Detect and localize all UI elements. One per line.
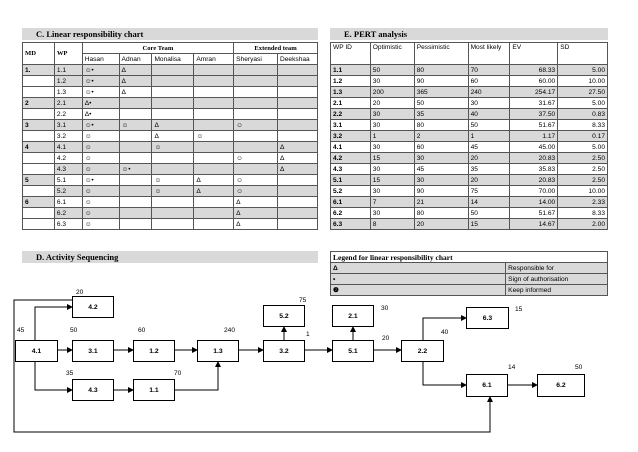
pert-value-cell: 200	[370, 87, 414, 98]
lrc-role-cell: ☺	[119, 120, 152, 131]
legend-title: Legend for linear responsibility chart	[331, 252, 608, 263]
pert-value-cell: 51.67	[510, 120, 558, 131]
pert-header: Optimistic	[370, 43, 414, 65]
duration-6-1: 14	[508, 364, 516, 371]
lrc-md-cell: 6	[23, 197, 55, 208]
pert-value-cell: 37.50	[510, 109, 558, 120]
lrc-role-cell: ☺	[82, 142, 119, 153]
legend-meaning: Responsible for	[506, 263, 608, 274]
lrc-wp-cell: 5.1	[54, 175, 82, 186]
lrc-role-cell: Δ	[119, 76, 152, 87]
pert-value-cell: 50	[414, 98, 468, 109]
duration-2-2: 40	[441, 329, 449, 336]
lrc-role-cell: ☺	[82, 186, 119, 197]
lrc-role-cell: Δ	[234, 208, 278, 219]
header-person: Hasan	[82, 54, 119, 65]
pert-value-cell: 35.83	[510, 164, 558, 175]
lrc-role-cell: ☺	[152, 175, 194, 186]
pert-value-cell: 1.17	[510, 131, 558, 142]
lrc-role-cell: Δ	[119, 87, 152, 98]
pert-value-cell: 30	[370, 109, 414, 120]
duration-6-3: 15	[515, 306, 523, 313]
pert-value-cell: 254.17	[510, 87, 558, 98]
node-6-2: 6.2	[537, 374, 585, 397]
pert-value-cell: 75	[468, 186, 510, 197]
pert-value-cell: 2.50	[558, 153, 608, 164]
pert-value-cell: 30	[370, 164, 414, 175]
lrc-md-cell: 5	[23, 175, 55, 186]
duration-3-1: 50	[70, 327, 78, 334]
duration-1-3: 240	[224, 327, 236, 334]
duration-6-2: 50	[575, 364, 583, 371]
pert-value-cell: 45	[468, 142, 510, 153]
node-1-2: 1.2	[133, 340, 175, 362]
pert-id-cell: 5.1	[331, 175, 371, 186]
pert-value-cell: 70	[468, 65, 510, 76]
duration-2-1: 30	[381, 305, 389, 312]
pert-value-cell: 5.00	[558, 65, 608, 76]
pert-id-cell: 6.1	[331, 197, 371, 208]
pert-header: Pessimistic	[414, 43, 468, 65]
lrc-wp-cell: 1.3	[54, 87, 82, 98]
pert-value-cell: 2.50	[558, 175, 608, 186]
lrc-wp-cell: 6.3	[54, 219, 82, 230]
pert-value-cell: 60.00	[510, 76, 558, 87]
lrc-wp-cell: 4.3	[54, 164, 82, 175]
pert-value-cell: 21	[414, 197, 468, 208]
lrc-role-cell: ☺•	[82, 175, 119, 186]
pert-value-cell: 30	[414, 175, 468, 186]
lrc-wp-cell: 3.2	[54, 131, 82, 142]
pert-value-cell: 51.67	[510, 208, 558, 219]
lrc-role-cell: ☺	[234, 186, 278, 197]
pert-value-cell: 40	[468, 109, 510, 120]
pert-value-cell: 30	[414, 153, 468, 164]
lrc-role-cell: ☺	[82, 164, 119, 175]
pert-value-cell: 80	[414, 65, 468, 76]
pert-id-cell: 1.1	[331, 65, 371, 76]
pert-value-cell: 2.33	[558, 197, 608, 208]
node-2-2: 2.2	[401, 340, 444, 362]
lrc-role-cell: ☺•	[82, 120, 119, 131]
lrc-role-cell: ☺	[82, 153, 119, 164]
lrc-role-cell: Δ	[278, 164, 318, 175]
header-core-team: Core Team	[82, 43, 233, 54]
pert-value-cell: 45	[414, 164, 468, 175]
lrc-role-cell: ☺•	[119, 164, 152, 175]
pert-value-cell: 90	[414, 186, 468, 197]
pert-id-cell: 4.3	[331, 164, 371, 175]
node-3-1: 3.1	[72, 340, 114, 362]
lrc-md-cell: 4	[23, 142, 55, 153]
legend-symbol: ❷	[331, 285, 506, 296]
pert-id-cell: 6.3	[331, 219, 371, 230]
legend-meaning: Keep informed	[506, 285, 608, 296]
pert-value-cell: 5.00	[558, 98, 608, 109]
pert-value-cell: 30	[370, 120, 414, 131]
pert-value-cell: 1	[468, 131, 510, 142]
pert-value-cell: 30	[370, 186, 414, 197]
lrc-role-cell: Δ	[234, 197, 278, 208]
lrc-wp-cell: 3.1	[54, 120, 82, 131]
pert-value-cell: 2	[414, 131, 468, 142]
lrc-role-cell: ☺•	[82, 87, 119, 98]
pert-header: EV	[510, 43, 558, 65]
lrc-role-cell: Δ	[234, 219, 278, 230]
pert-value-cell: 15	[370, 153, 414, 164]
node-1-3: 1.3	[197, 340, 239, 362]
pert-value-cell: 8.33	[558, 208, 608, 219]
lrc-role-cell: ☺	[234, 175, 278, 186]
pert-id-cell: 2.1	[331, 98, 371, 109]
lrc-role-cell: Δ•	[82, 98, 119, 109]
pert-value-cell: 70.00	[510, 186, 558, 197]
node-4-2: 4.2	[72, 296, 114, 318]
lrc-wp-cell: 4.1	[54, 142, 82, 153]
pert-value-cell: 68.33	[510, 65, 558, 76]
pert-value-cell: 31.67	[510, 98, 558, 109]
pert-value-cell: 90	[414, 76, 468, 87]
lrc-wp-cell: 1.1	[54, 65, 82, 76]
duration-1-2: 60	[138, 327, 146, 334]
pert-header: SD	[558, 43, 608, 65]
duration-5-1: 20	[382, 335, 390, 342]
pert-section-title: E. PERT analysis	[330, 28, 608, 40]
pert-value-cell: 20	[468, 175, 510, 186]
pert-value-cell: 14.00	[510, 197, 558, 208]
duration-4-3: 35	[66, 370, 74, 377]
pert-value-cell: 8.33	[558, 120, 608, 131]
pert-value-cell: 27.50	[558, 87, 608, 98]
legend-symbol: Δ	[331, 263, 506, 274]
pert-value-cell: 20.83	[510, 175, 558, 186]
lrc-role-cell: ☺	[82, 131, 119, 142]
node-2-1: 2.1	[332, 305, 374, 327]
pert-value-cell: 20	[414, 219, 468, 230]
header-wp: WP	[54, 43, 82, 65]
lrc-wp-cell: 6.2	[54, 208, 82, 219]
node-3-2: 3.2	[263, 340, 305, 362]
pert-id-cell: 5.2	[331, 186, 371, 197]
pert-value-cell: 7	[370, 197, 414, 208]
pert-value-cell: 15	[370, 175, 414, 186]
pert-value-cell: 2.00	[558, 219, 608, 230]
lrc-role-cell: Δ	[152, 131, 194, 142]
pert-id-cell: 4.2	[331, 153, 371, 164]
lrc-role-cell: ☺	[82, 197, 119, 208]
header-md: MD	[23, 43, 55, 65]
pert-value-cell: 80	[414, 120, 468, 131]
pert-value-cell: 30	[370, 142, 414, 153]
lrc-role-cell: ☺	[234, 153, 278, 164]
pert-value-cell: 240	[468, 87, 510, 98]
header-extended-team: Extended team	[234, 43, 318, 54]
lrc-role-cell: ☺	[152, 186, 194, 197]
lrc-role-cell: Δ•	[82, 109, 119, 120]
lrc-wp-cell: 1.2	[54, 76, 82, 87]
pert-value-cell: 50	[370, 65, 414, 76]
lrc-wp-cell: 4.2	[54, 153, 82, 164]
pert-value-cell: 30	[370, 208, 414, 219]
pert-value-cell: 45.00	[510, 142, 558, 153]
pert-value-cell: 30	[370, 76, 414, 87]
pert-value-cell: 8	[370, 219, 414, 230]
duration-4-1: 45	[17, 327, 25, 334]
header-person: Amran	[194, 54, 234, 65]
legend-meaning: Sign of authorisation	[506, 274, 608, 285]
pert-id-cell: 1.2	[331, 76, 371, 87]
lrc-role-cell: Δ	[194, 175, 234, 186]
pert-value-cell: 15	[468, 219, 510, 230]
pert-value-cell: 35	[468, 164, 510, 175]
lrc-role-cell: Δ	[278, 142, 318, 153]
lrc-wp-cell: 2.1	[54, 98, 82, 109]
node-6-1: 6.1	[466, 374, 508, 397]
header-person: Sheryasi	[234, 54, 278, 65]
header-person: Adnan	[119, 54, 152, 65]
legend-symbol: •	[331, 274, 506, 285]
node-6-3: 6.3	[466, 307, 509, 329]
activity-section-title: D. Activity Sequencing	[22, 251, 318, 263]
node-5-1: 5.1	[332, 340, 374, 362]
pert-value-cell: 20	[468, 153, 510, 164]
pert-value-cell: 50	[468, 208, 510, 219]
lrc-wp-cell: 5.2	[54, 186, 82, 197]
pert-value-cell: 14.67	[510, 219, 558, 230]
pert-header: Most likely	[468, 43, 510, 65]
lrc-role-cell: ☺	[234, 120, 278, 131]
lrc-role-cell: ☺•	[82, 65, 119, 76]
pert-value-cell: 10.00	[558, 76, 608, 87]
pert-id-cell: 2.2	[331, 109, 371, 120]
lrc-role-cell: ☺	[82, 208, 119, 219]
duration-3-2: 1	[306, 331, 310, 338]
lrc-md-cell: 1.	[23, 65, 55, 76]
lrc-role-cell: ☺	[152, 142, 194, 153]
lrc-wp-cell: 6.1	[54, 197, 82, 208]
node-5-2: 5.2	[263, 305, 305, 327]
pert-value-cell: 35	[414, 109, 468, 120]
lrc-wp-cell: 2.2	[54, 109, 82, 120]
lrc-role-cell: ☺	[194, 131, 234, 142]
pert-value-cell: 0.83	[558, 109, 608, 120]
pert-value-cell: 5.00	[558, 142, 608, 153]
pert-value-cell: 20.83	[510, 153, 558, 164]
pert-value-cell: 30	[468, 98, 510, 109]
lrc-section-title: C. Linear responsibility chart	[22, 28, 318, 40]
node-1-1: 1.1	[133, 379, 175, 401]
pert-value-cell: 50	[468, 120, 510, 131]
pert-id-cell: 1.3	[331, 87, 371, 98]
lrc-md-cell: 2	[23, 98, 55, 109]
duration-1-1: 70	[174, 370, 182, 377]
duration-4-2: 20	[76, 289, 84, 296]
pert-id-cell: 6.2	[331, 208, 371, 219]
pert-value-cell: 60	[414, 142, 468, 153]
pert-value-cell: 2.50	[558, 164, 608, 175]
pert-value-cell: 14	[468, 197, 510, 208]
lrc-md-cell: 3	[23, 120, 55, 131]
lrc-role-cell: Δ	[194, 186, 234, 197]
lrc-role-cell: ☺•	[82, 76, 119, 87]
pert-value-cell: 10.00	[558, 186, 608, 197]
pert-header: WP ID	[331, 43, 371, 65]
pert-value-cell: 365	[414, 87, 468, 98]
lrc-role-cell: Δ	[152, 120, 194, 131]
duration-5-2: 75	[299, 297, 307, 304]
node-4-3: 4.3	[72, 379, 114, 401]
header-person: Deekshaa	[278, 54, 318, 65]
pert-id-cell: 3.2	[331, 131, 371, 142]
pert-value-cell: 60	[468, 76, 510, 87]
pert-value-cell: 1	[370, 131, 414, 142]
pert-value-cell: 0.17	[558, 131, 608, 142]
node-4-1: 4.1	[15, 340, 58, 362]
pert-value-cell: 80	[414, 208, 468, 219]
pert-value-cell: 20	[370, 98, 414, 109]
lrc-role-cell: Δ	[278, 153, 318, 164]
lrc-role-cell: Δ	[119, 65, 152, 76]
header-person: Monalisa	[152, 54, 194, 65]
lrc-role-cell: ☺	[82, 219, 119, 230]
pert-id-cell: 3.1	[331, 120, 371, 131]
pert-id-cell: 4.1	[331, 142, 371, 153]
